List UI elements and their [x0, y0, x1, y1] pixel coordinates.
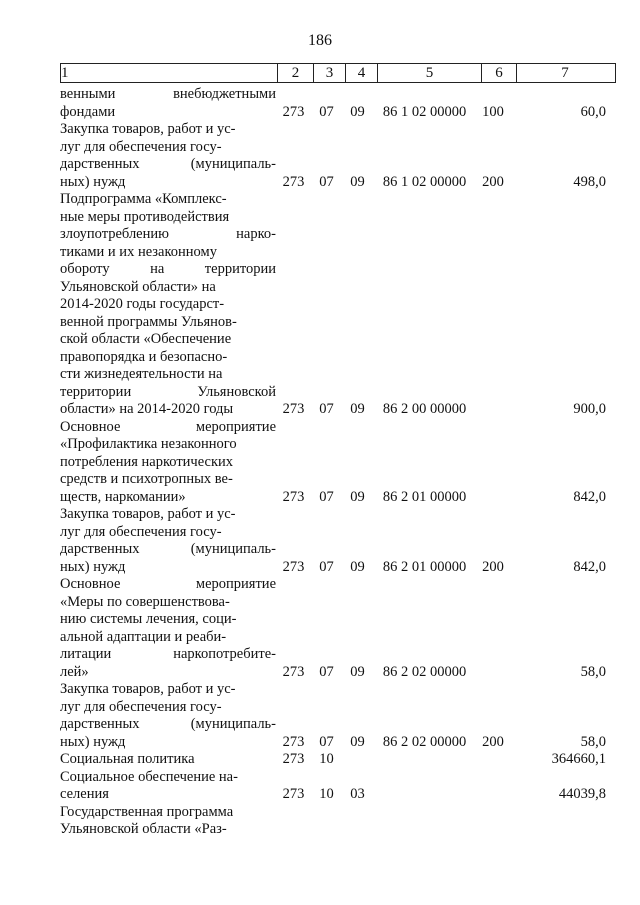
row-description [60, 506, 276, 576]
description-line: фондами [60, 103, 116, 120]
table-row [60, 681, 608, 751]
section-code: 07 [319, 401, 334, 417]
row-description [60, 419, 276, 507]
description-line: потребления наркотических [60, 453, 234, 470]
amount-value: 60,0 [580, 103, 606, 120]
table-row [60, 576, 608, 681]
target-article-code: 86 2 02 00000 [382, 663, 467, 680]
chapter-code: 273 [282, 663, 305, 680]
row-description [60, 121, 276, 191]
table-row [60, 751, 608, 769]
column-header-3: 3 [314, 64, 346, 83]
column-header-1: 1 [61, 64, 278, 83]
table-row [60, 804, 608, 839]
section-code [311, 804, 342, 839]
chapter-code: 273 [282, 103, 305, 120]
amount-value: 364660,1 [551, 751, 606, 767]
description-line: дарственных (муниципаль- [60, 156, 276, 172]
row-description [60, 804, 276, 839]
description-line: луг для обеспечения госу- [60, 698, 222, 715]
subsection-code: 09 [350, 488, 365, 505]
description-line: литации наркопотребите- [60, 646, 276, 662]
expense-type-code: 100 [482, 103, 504, 120]
expense-type-code [476, 751, 510, 769]
description-line: Государственная программа [60, 803, 234, 820]
subsection-code [342, 751, 373, 769]
table-row [60, 86, 608, 121]
description-line: Ульяновской области «Раз- [60, 821, 227, 837]
chapter-code: 273 [282, 558, 305, 575]
subsection-code: 09 [350, 103, 365, 120]
chapter-code: 273 [282, 786, 305, 802]
description-line: нию системы лечения, соци- [60, 611, 237, 627]
description-line: луг для обеспечения госу- [60, 138, 222, 155]
amount-value: 842,0 [573, 558, 606, 575]
description-line: области» на 2014-2020 годы [60, 401, 234, 417]
subsection-code: 09 [350, 558, 365, 575]
description-line: венными внебюджетными [60, 86, 276, 102]
description-line: ные меры противодействия [60, 208, 230, 225]
table-row [60, 419, 608, 507]
target-article-code: 86 1 02 00000 [382, 173, 467, 190]
column-header-6: 6 [482, 64, 517, 83]
description-line: ской области «Обеспечение [60, 331, 232, 347]
description-line: обороту на территории [60, 261, 276, 277]
subsection-code: 03 [350, 786, 365, 802]
expense-type-code [476, 419, 510, 507]
description-line: Социальная политика [60, 751, 195, 767]
description-line: тиками и их незаконному [60, 243, 217, 260]
description-line: Закупка товаров, работ и ус- [60, 506, 236, 522]
section-code: 07 [319, 558, 334, 575]
target-article-code: 86 2 01 00000 [382, 558, 467, 575]
subsection-code: 09 [350, 663, 365, 680]
table-row [60, 506, 608, 576]
amount-value: 498,0 [573, 173, 606, 190]
expense-type-code: 200 [482, 173, 504, 190]
column-header-4: 4 [346, 64, 378, 83]
target-article-code [373, 769, 476, 804]
section-code: 10 [319, 751, 334, 767]
target-article-code: 86 2 02 00000 [382, 733, 467, 750]
section-code: 07 [319, 173, 334, 190]
target-article-code: 86 1 02 00000 [382, 103, 467, 120]
description-line: дарственных (муниципаль- [60, 541, 276, 557]
row-description [60, 86, 276, 121]
chapter-code: 273 [282, 173, 305, 190]
chapter-code: 273 [282, 488, 305, 505]
target-article-code [373, 804, 476, 839]
description-line: сти жизнедеятельности на [60, 366, 223, 382]
description-line: ных) нужд [60, 173, 126, 190]
expense-type-code [476, 576, 510, 681]
description-line: Ульяновской области» на [60, 278, 216, 295]
table-row [60, 121, 608, 191]
description-line: средств и психотропных ве- [60, 471, 233, 487]
description-line: «Меры по совершенствова- [60, 593, 230, 610]
subsection-code: 09 [350, 401, 365, 417]
expense-type-code: 200 [482, 558, 504, 575]
target-article-code [373, 751, 476, 769]
description-line: луг для обеспечения госу- [60, 523, 222, 540]
row-description [60, 576, 276, 681]
description-line: территории Ульяновской [60, 383, 276, 400]
amount-value: 58,0 [580, 733, 606, 750]
description-line: злоупотреблению нарко- [60, 226, 276, 242]
chapter-code: 273 [282, 751, 305, 767]
description-line: «Профилактика незаконного [60, 436, 237, 452]
subsection-code: 09 [350, 733, 365, 750]
description-line: правопорядка и безопасно- [60, 348, 228, 365]
description-line: 2014-2020 годы государст- [60, 296, 225, 312]
description-line: ных) нужд [60, 733, 126, 750]
description-line: Закупка товаров, работ и ус- [60, 121, 236, 137]
amount-value: 44039,8 [558, 786, 606, 802]
expense-type-code: 200 [482, 733, 504, 750]
description-line: Подпрограмма «Комплекс- [60, 191, 227, 207]
amount-value [510, 804, 608, 839]
description-line: альной адаптации и реаби- [60, 628, 227, 645]
amount-value: 900,0 [573, 401, 606, 417]
expense-type-code [476, 804, 510, 839]
description-line: венной программы Ульянов- [60, 313, 237, 330]
table-row [60, 769, 608, 804]
column-header-2: 2 [278, 64, 314, 83]
description-line: Основное мероприятие [60, 418, 276, 435]
row-description [60, 191, 276, 419]
page-number: 186 [308, 32, 332, 49]
expense-type-code [476, 769, 510, 804]
subsection-code: 09 [350, 173, 365, 190]
description-line: Социальное обеспечение на- [60, 768, 238, 785]
amount-value: 58,0 [580, 663, 606, 680]
expense-type-code [476, 191, 510, 419]
section-code: 07 [319, 733, 334, 750]
row-description [60, 769, 276, 804]
description-line: Закупка товаров, работ и ус- [60, 681, 236, 697]
amount-value: 842,0 [573, 488, 606, 505]
chapter-code [276, 804, 311, 839]
chapter-code: 273 [282, 401, 305, 417]
section-code: 07 [319, 103, 334, 120]
subsection-code [342, 804, 373, 839]
section-code: 07 [319, 488, 334, 505]
chapter-code: 273 [282, 733, 305, 750]
budget-table [60, 86, 608, 839]
section-code: 10 [319, 786, 334, 802]
row-description [60, 681, 276, 751]
row-description [60, 751, 276, 769]
target-article-code: 86 2 00 00000 [382, 401, 467, 417]
description-line: Основное мероприятие [60, 576, 276, 592]
section-code: 07 [319, 663, 334, 680]
description-line: ществ, наркомании» [60, 488, 186, 505]
target-article-code: 86 2 01 00000 [382, 488, 467, 505]
description-line: дарственных (муниципаль- [60, 716, 276, 732]
table-row [60, 191, 608, 419]
column-header-table [60, 63, 616, 83]
description-line: лей» [60, 663, 89, 680]
description-line: селения [60, 786, 109, 802]
column-header-7: 7 [517, 64, 616, 83]
column-header-5: 5 [378, 64, 482, 83]
description-line: ных) нужд [60, 558, 126, 575]
